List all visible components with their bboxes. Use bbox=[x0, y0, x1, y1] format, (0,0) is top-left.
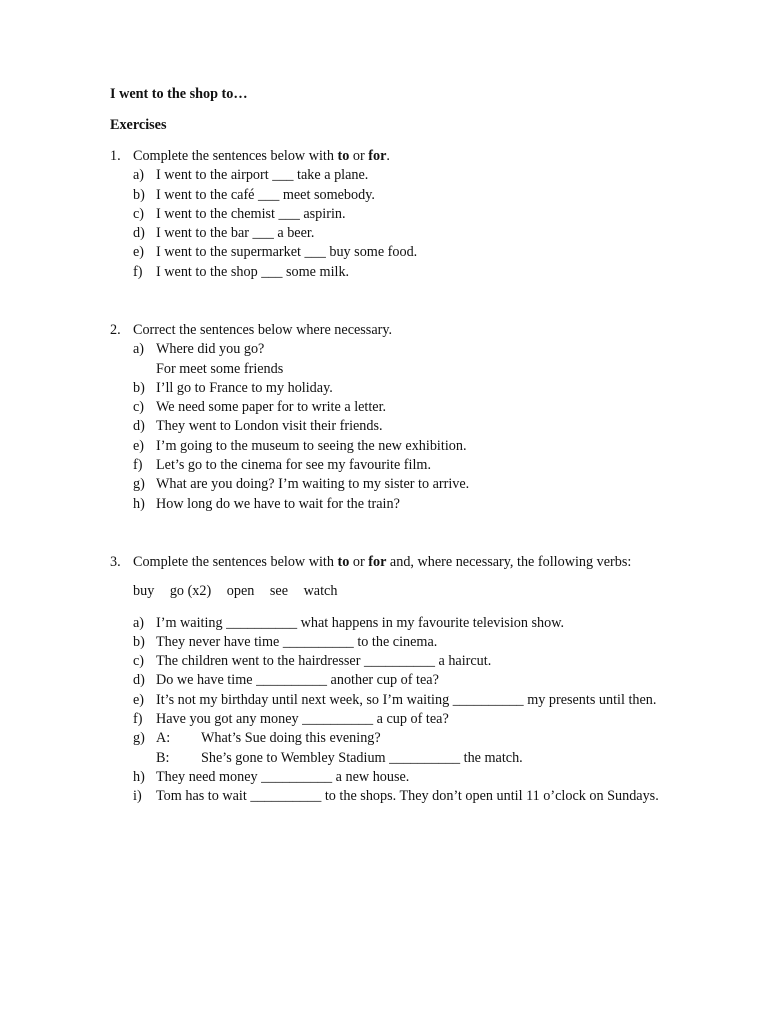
exercise-2-list bbox=[110, 340, 659, 514]
verb-word: see bbox=[269, 583, 289, 600]
item-text: Let’s go to the cinema for see my favourite film. bbox=[156, 457, 431, 474]
exercise-1-list bbox=[110, 166, 659, 282]
exercise-2-number: 2. bbox=[110, 322, 121, 338]
item-text: They went to London visit their friends. bbox=[156, 418, 383, 435]
speaker-b: B: bbox=[156, 749, 170, 766]
item-label: h) bbox=[133, 768, 145, 785]
exercise-1-instruction bbox=[110, 147, 659, 166]
exercise-3 bbox=[110, 553, 659, 807]
item-label: c) bbox=[133, 653, 145, 670]
exercise-3-number: 3. bbox=[110, 554, 121, 570]
dialogue-line-a bbox=[156, 729, 659, 748]
verb-word-list bbox=[110, 582, 659, 601]
list-item bbox=[110, 710, 659, 729]
item-text: They never have time __________ to the cinema. bbox=[156, 633, 438, 650]
instruction-text: Complete the sentences below with bbox=[133, 148, 338, 164]
item-text: I’m waiting __________ what happens in my favourite television show. bbox=[156, 614, 565, 631]
instruction-text: and, where necessary, the following verbs: bbox=[386, 554, 632, 570]
speaker-a: A: bbox=[156, 730, 171, 747]
item-label: b) bbox=[133, 379, 145, 396]
item-label: b) bbox=[133, 186, 145, 203]
instruction-text: . bbox=[386, 148, 390, 164]
item-label: e) bbox=[133, 244, 145, 261]
list-item bbox=[110, 495, 659, 514]
item-text: We need some paper for to write a letter. bbox=[156, 399, 387, 416]
list-item bbox=[110, 768, 659, 787]
exercise-2 bbox=[110, 321, 659, 514]
list-item bbox=[110, 166, 659, 185]
exercise-1 bbox=[110, 147, 659, 282]
item-label: e) bbox=[133, 437, 145, 454]
list-item bbox=[110, 633, 659, 652]
list-item bbox=[110, 729, 659, 768]
item-text: I went to the shop ___ some milk. bbox=[156, 263, 350, 280]
item-label: d) bbox=[133, 225, 145, 242]
item-label: a) bbox=[133, 167, 145, 184]
exercise-2-instruction bbox=[110, 321, 659, 340]
worksheet-subtitle: Exercises bbox=[110, 117, 167, 133]
list-item bbox=[110, 379, 659, 398]
list-item bbox=[110, 437, 659, 456]
item-text: Tom has to wait __________ to the shops. They don’t open until 11 o’clock on Sundays. bbox=[156, 788, 659, 805]
item-text: Have you got any money __________ a cup of tea? bbox=[156, 711, 449, 728]
item-text: Do we have time __________ another cup of tea? bbox=[156, 672, 439, 689]
keyword-for: for bbox=[368, 148, 387, 164]
item-label: e) bbox=[133, 691, 145, 708]
item-label: b) bbox=[133, 633, 145, 650]
exercise-3-instruction bbox=[110, 553, 659, 572]
list-item bbox=[110, 224, 659, 243]
list-item bbox=[110, 263, 659, 282]
item-text: It’s not my birthday until next week, so I’m waiting __________ my presents until then. bbox=[156, 691, 657, 708]
list-item bbox=[110, 243, 659, 262]
item-label: h) bbox=[133, 495, 145, 512]
exercise-1-number: 1. bbox=[110, 148, 121, 164]
list-item bbox=[110, 417, 659, 436]
item-label: d) bbox=[133, 418, 145, 435]
item-text: I went to the bar ___ a beer. bbox=[156, 225, 315, 242]
dialogue-text: What’s Sue doing this evening? bbox=[201, 730, 381, 747]
keyword-to: to bbox=[337, 148, 350, 164]
list-item bbox=[110, 340, 659, 379]
dialogue-line-b bbox=[156, 749, 659, 768]
item-label: c) bbox=[133, 205, 145, 222]
list-item bbox=[110, 671, 659, 690]
item-text: How long do we have to wait for the train? bbox=[156, 495, 400, 512]
item-label: f) bbox=[133, 457, 143, 474]
item-label: a) bbox=[133, 614, 145, 631]
dialogue-text: She’s gone to Wembley Stadium __________ the match. bbox=[201, 749, 523, 766]
list-item bbox=[110, 652, 659, 671]
instruction-text: Complete the sentences below with bbox=[133, 554, 338, 570]
verb-word: go (x2) bbox=[169, 583, 212, 600]
worksheet-title: I went to the shop to… bbox=[110, 86, 248, 102]
item-label: g) bbox=[133, 476, 145, 493]
keyword-to: to bbox=[337, 554, 350, 570]
list-item bbox=[110, 614, 659, 633]
item-text: I’m going to the museum to seeing the new exhibition. bbox=[156, 437, 467, 454]
item-text: I went to the café ___ meet somebody. bbox=[156, 186, 375, 203]
item-text: Where did you go? bbox=[156, 341, 265, 358]
list-item bbox=[110, 186, 659, 205]
list-item bbox=[110, 205, 659, 224]
instruction-text: or bbox=[349, 554, 369, 570]
item-text: I went to the supermarket ___ buy some food. bbox=[156, 244, 418, 261]
item-label: c) bbox=[133, 399, 145, 416]
item-text: I’ll go to France to my holiday. bbox=[156, 379, 333, 396]
item-label: a) bbox=[133, 341, 145, 358]
item-label: f) bbox=[133, 711, 143, 728]
item-text: I went to the chemist ___ aspirin. bbox=[156, 205, 346, 222]
list-item bbox=[110, 456, 659, 475]
exercise-3-list bbox=[110, 614, 659, 807]
list-item bbox=[110, 691, 659, 710]
list-item bbox=[110, 475, 659, 494]
item-text: The children went to the hairdresser __________ a haircut. bbox=[156, 653, 492, 670]
item-text: They need money __________ a new house. bbox=[156, 768, 410, 785]
instruction-text: Correct the sentences below where necessary. bbox=[133, 322, 393, 338]
item-text: I went to the airport ___ take a plane. bbox=[156, 167, 369, 184]
item-label: d) bbox=[133, 672, 145, 689]
verb-word: open bbox=[226, 583, 255, 600]
keyword-for: for bbox=[368, 554, 387, 570]
instruction-text: or bbox=[349, 148, 369, 164]
item-label: g) bbox=[133, 730, 145, 747]
item-text: What are you doing? I’m waiting to my sister to arrive. bbox=[156, 476, 470, 493]
verb-word: watch bbox=[303, 583, 338, 600]
list-item bbox=[110, 787, 659, 806]
verb-word: buy bbox=[133, 583, 155, 600]
list-item bbox=[110, 398, 659, 417]
item-label: f) bbox=[133, 263, 143, 280]
item-text-continued: For meet some friends bbox=[156, 360, 284, 377]
item-label: i) bbox=[133, 788, 142, 805]
